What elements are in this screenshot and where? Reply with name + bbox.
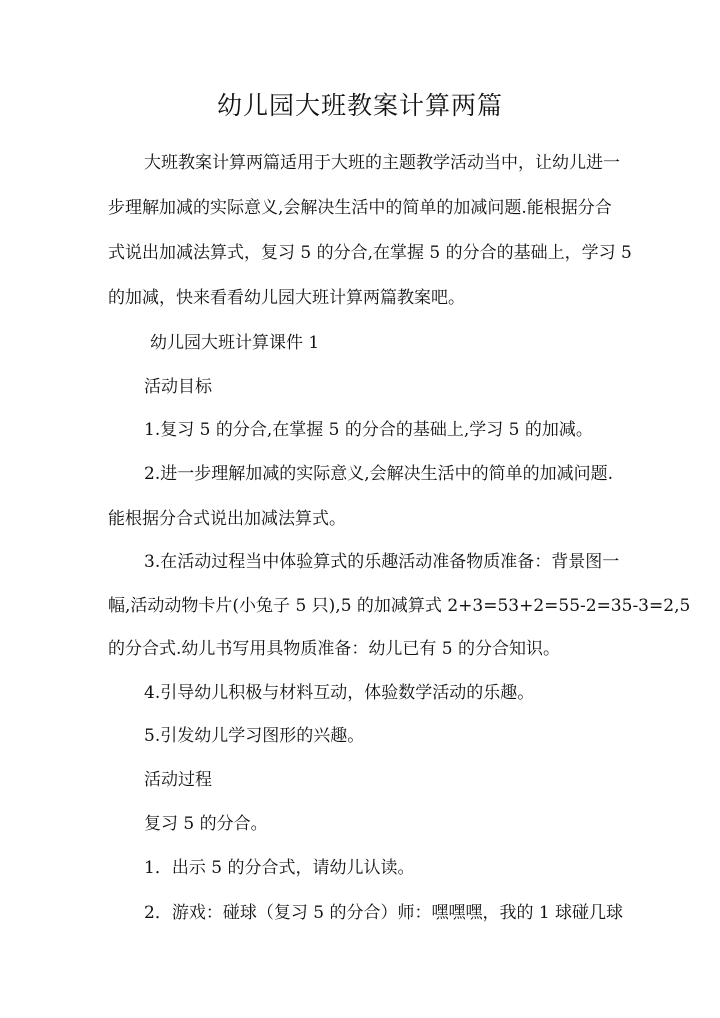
goal-1: 1.复习 5 的分合,在掌握 5 的分合的基础上,学习 5 的加减。 — [144, 420, 593, 440]
goal-3-line-1: 3.在活动过程当中体验算式的乐趣活动准备物质准备：背景图一 — [144, 552, 620, 572]
goal-5: 5.引发幼儿学习图形的兴趣。 — [144, 726, 365, 746]
goal-2-line-1: 2.进一步理解加减的实际意义,会解决生活中的简单的加减问题. — [144, 464, 614, 484]
goal-3-line-3: 的分合式.幼儿书写用具物质准备：幼儿已有 5 的分合知识。 — [108, 639, 561, 659]
step-2: 2．游戏：碰球（复习 5 的分合）师：嘿嘿嘿，我的 1 球碰几球 — [144, 903, 624, 923]
section-heading: 幼儿园大班计算课件 1 — [150, 333, 320, 353]
step-1: 1．出示 5 的分合式，请幼儿认读。 — [144, 858, 415, 878]
document-title: 幼儿园大班教案计算两篇 — [216, 91, 503, 120]
goal-3-line-2: 幅,活动动物卡片(小兔子 5 只),5 的加减算式 2+3=53+2=55-2=35-3=2,5 — [108, 596, 691, 616]
intro-line-4: 的加减，快来看看幼儿园大班计算两篇教案吧。 — [108, 288, 465, 308]
intro-line-2: 步理解加减的实际意义,会解决生活中的简单的加减问题.能根据分合 — [108, 198, 612, 218]
intro-line-3: 式说出加减法算式，复习 5 的分合,在掌握 5 的分合的基础上，学习 5 — [108, 243, 632, 263]
goal-4: 4.引导幼儿积极与材料互动，体验数学活动的乐趣。 — [144, 683, 535, 703]
intro-line-1: 大班教案计算两篇适用于大班的主题教学活动当中，让幼儿进一 — [144, 153, 620, 173]
review-line: 复习 5 的分合。 — [144, 814, 268, 834]
process-heading: 活动过程 — [144, 770, 212, 790]
goal-2-line-2: 能根据分合式说出加减法算式。 — [108, 509, 346, 529]
goals-heading: 活动目标 — [144, 377, 212, 397]
